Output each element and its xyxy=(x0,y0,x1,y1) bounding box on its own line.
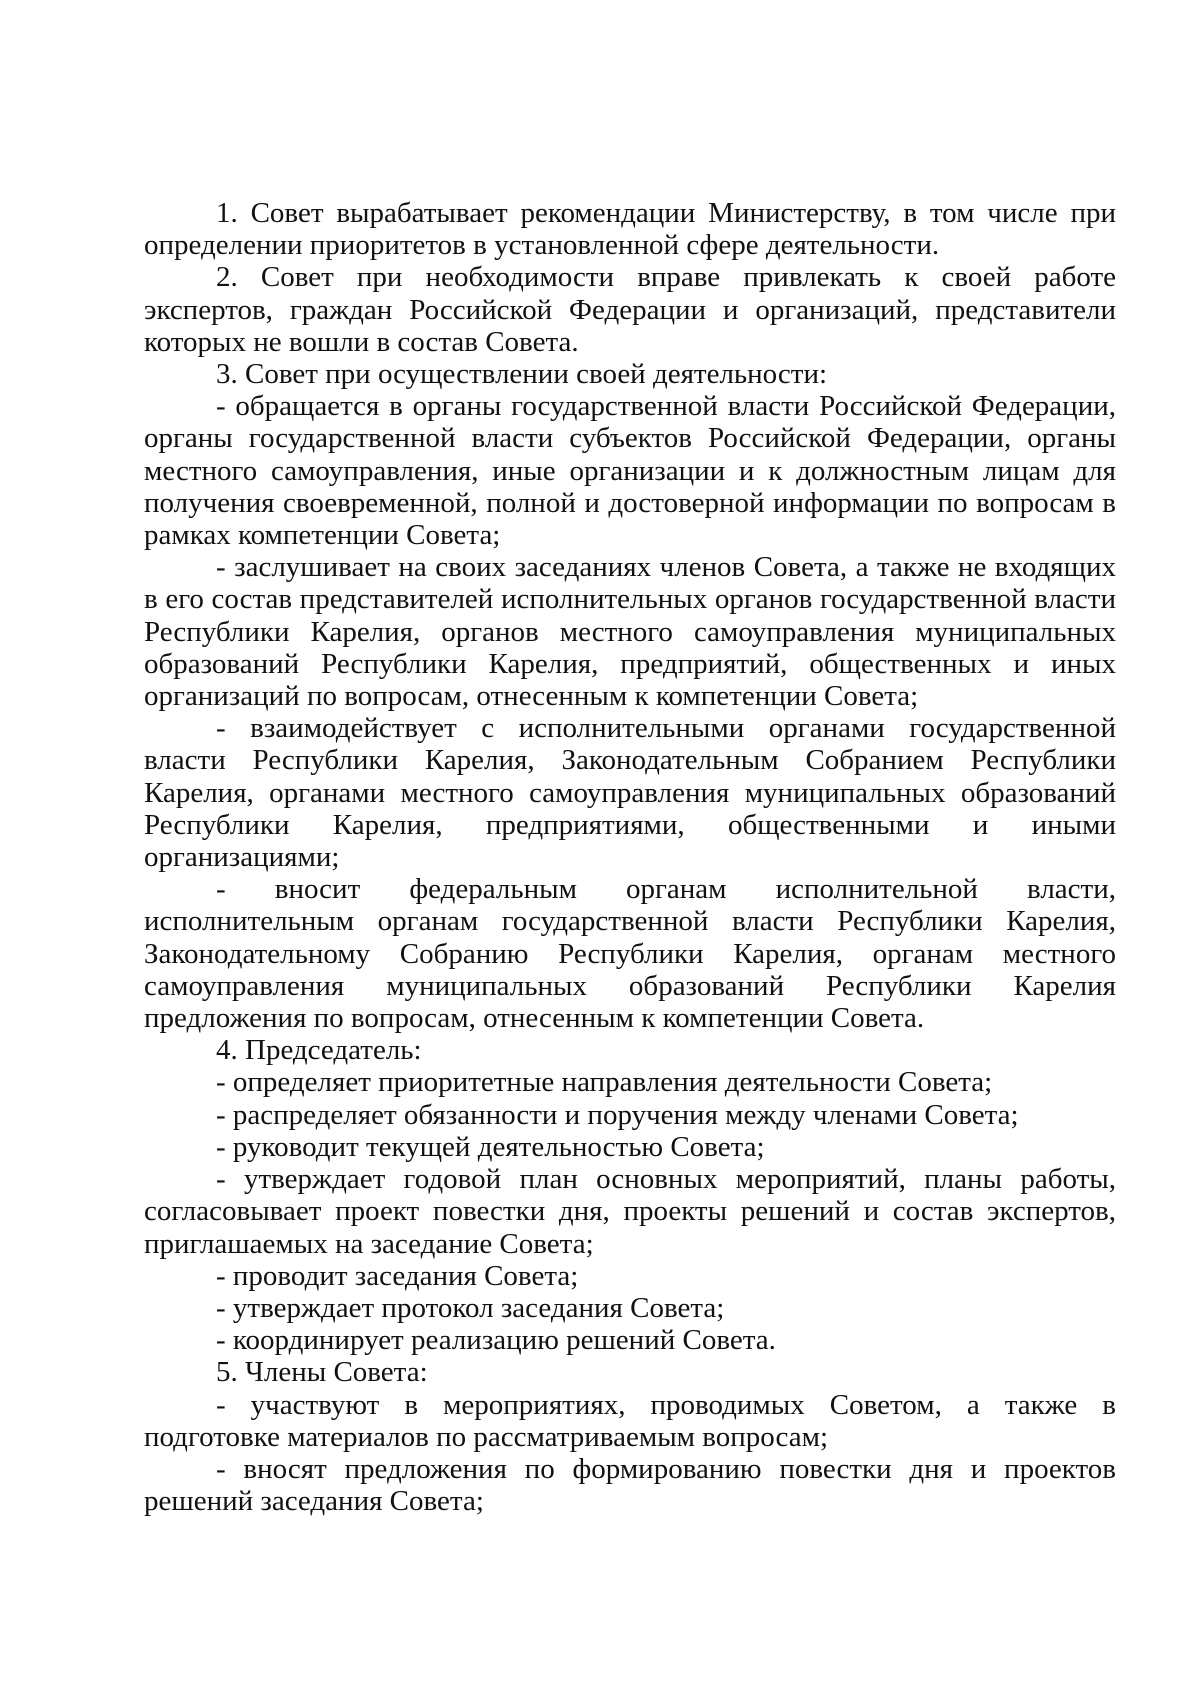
paragraph-4: 4. Председатель: xyxy=(216,1034,422,1067)
paragraph-2: 2. Совет при необходимости вправе привлекать к своей работе экспертов, граждан Российской Федерации и организаций, представители которых не вошли в состав Совета. xyxy=(144,261,1116,358)
paragraph-5: 5. Члены Совета: xyxy=(216,1356,428,1389)
list-item-4-6: - утверждает протокол заседания Совета; xyxy=(216,1291,725,1324)
list-item-5-1: - участвуют в мероприятиях, проводимых Советом, а также в подготовке материалов по рассматриваемым вопросам; xyxy=(144,1388,1116,1453)
list-item-4-1: - определяет приоритетные направления деятельности Совета; xyxy=(216,1066,993,1099)
paragraph-1: 1. Совет вырабатывает рекомендации Министерству, в том числе при определении приоритетов в установленной сфере деятельности. xyxy=(144,197,1116,262)
list-item-3-3: - взаимодействует с исполнительными органами государственной власти Республики Карелия, Законодательным Собранием Республики Карелия, органами местного самоуправления муниципальных образований Республики Карелия, предприятиями, общественными и иными организациями; xyxy=(144,712,1116,874)
list-item-4-2: - распределяет обязанности и поручения между членами Совета; xyxy=(216,1098,1019,1131)
list-item-3-1: - обращается в органы государственной власти Российской Федерации, органы государственной власти субъектов Российской Федерации, органы местного самоуправления, иные организации и к должностным лицам для получения своевременной, полной и достоверной информации по вопросам в рамках компетенции Совета; xyxy=(144,390,1116,552)
list-item-5-2: - вносят предложения по формированию повестки дня и проектов решений заседания Совета; xyxy=(144,1452,1116,1518)
paragraph-3: 3. Совет при осуществлении своей деятельности: xyxy=(216,358,828,391)
list-item-4-7: - координирует реализацию решений Совета. xyxy=(216,1324,776,1357)
list-item-3-2: - заслушивает на своих заседаниях членов Совета, а также не входящих в его состав представителей исполнительных органов государственной власти Республики Карелия, органов местного самоуправления муниципальных образований Республики Карелия, предприятий, общественных и иных организаций по вопросам, отнесенным к компетенции Совета; xyxy=(144,551,1116,713)
list-item-3-4: - вносит федеральным органам исполнительной власти, исполнительным органам государственной власти Республики Карелия, Законодательному Собранию Республики Карелия, органам местного самоуправления муниципальных образований Республики Карелия предложения по вопросам, отнесенным к компетенции Совета. xyxy=(144,873,1116,1035)
list-item-4-3: - руководит текущей деятельностью Совета; xyxy=(216,1130,765,1163)
list-item-4-4: - утверждает годовой план основных мероприятий, планы работы, согласовывает проект повестки дня, проекты решений и состав экспертов, приглашаемых на заседание Совета; xyxy=(144,1163,1116,1260)
list-item-4-5: - проводит заседания Совета; xyxy=(216,1259,579,1292)
document-page xyxy=(144,197,1116,1517)
